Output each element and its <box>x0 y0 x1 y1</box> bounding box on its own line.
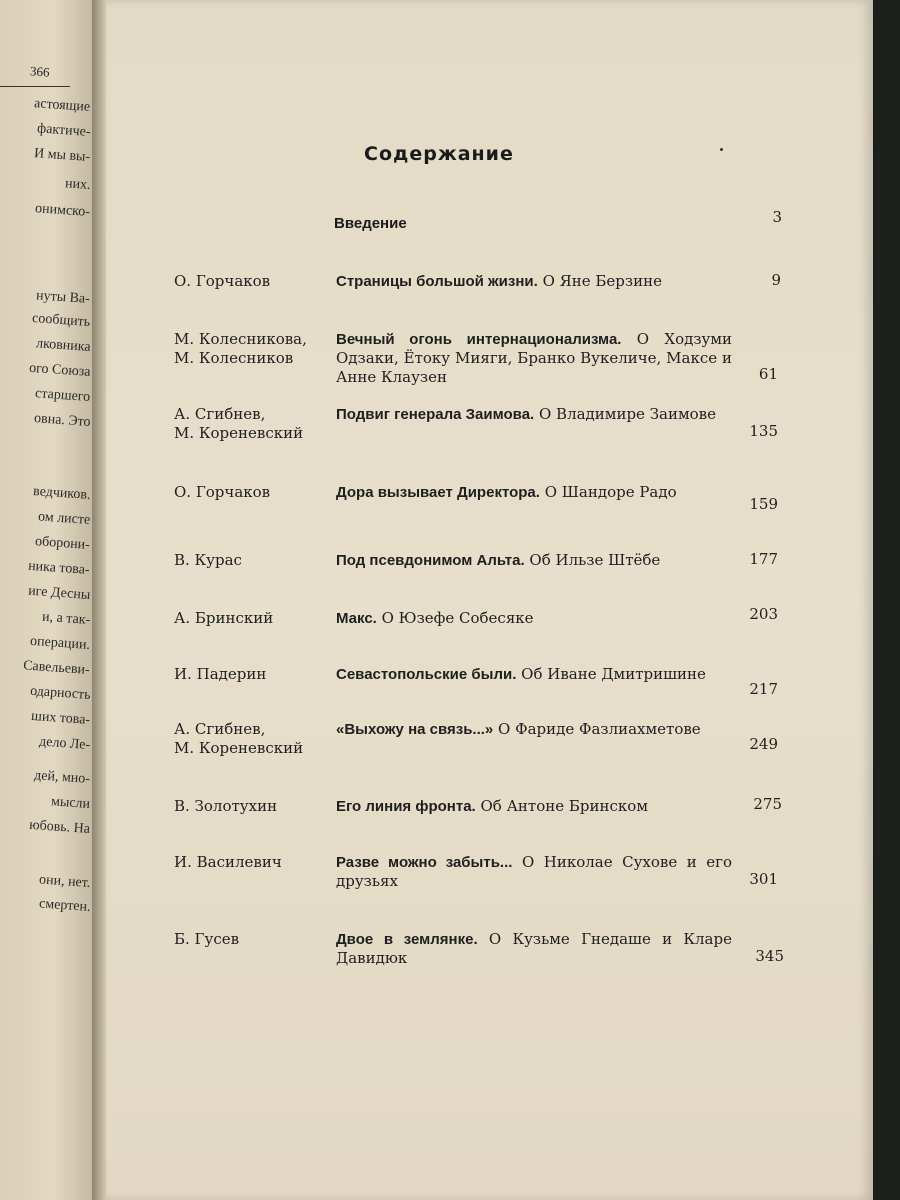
left-page-fragment: лковника <box>35 336 91 355</box>
left-page-fragment: и, а так- <box>41 609 91 628</box>
toc-entry-subject: О Яне Берзине <box>537 272 662 290</box>
left-page-fragment: ника това- <box>28 558 91 578</box>
left-page-fragment: ом листе <box>37 509 91 528</box>
toc-author-line: А. Бринский <box>174 609 274 627</box>
paper-speck <box>720 148 723 151</box>
toc-entry-title <box>336 720 732 739</box>
toc-entry-subject: О Николае Сухове и его друзьях <box>336 853 732 890</box>
left-page-fragment: них. <box>64 176 91 193</box>
left-page-fragment: онимско- <box>34 201 91 220</box>
toc-entry-subject: О Юзефе Собесяке <box>376 609 534 627</box>
left-page-fragment: операции. <box>29 633 91 653</box>
left-page-fragment: дело Ле- <box>38 734 91 753</box>
toc-entry-page-number: 135 <box>749 422 778 440</box>
toc-entry-page-number: 345 <box>755 947 784 965</box>
toc-entry-subject: О Шандоре Радо <box>539 483 677 501</box>
left-page-fragment: ведчиков. <box>32 484 91 503</box>
toc-entry-subject: Об Иване Дмитришине <box>516 665 706 683</box>
toc-entry-subject: О Ходзуми Одзаки, Ётоку Мияги, Бранко Вукеличе, Максе и Анне Клаузен <box>336 330 733 386</box>
toc-author-line: О. Горчаков <box>174 483 271 501</box>
toc-entry-page-number: 275 <box>753 795 782 813</box>
toc-entry-subject: О Владимире Заимове <box>534 405 716 423</box>
toc-author-line: И. Василевич <box>174 853 282 871</box>
toc-entry-title-bold: Подвиг генерала Заимова. <box>336 406 535 423</box>
left-page-fragment: сообщить <box>31 310 91 330</box>
toc-entry-author <box>174 665 334 684</box>
toc-entry-author <box>174 609 334 628</box>
left-page-fragment: астоящие <box>33 96 91 115</box>
left-page-fragment: фактиче- <box>36 121 91 140</box>
toc-entry-author <box>174 853 334 872</box>
left-page-fragment: И мы вы- <box>33 146 91 165</box>
toc-entry-title-bold: Вечный огонь интернационализма. <box>336 331 622 348</box>
toc-author-line: М. Колесникова, <box>174 330 307 348</box>
toc-entry-author <box>174 797 334 816</box>
toc-entry-title-bold: Севастопольские были. <box>336 666 517 683</box>
toc-author-line: И. Падерин <box>174 665 267 683</box>
toc-author-line: А. Сгибнев, <box>174 405 266 423</box>
left-page-number: 366 <box>29 63 51 80</box>
toc-entry-subject: Об Ильзе Штёбе <box>524 551 661 569</box>
toc-intro-page: 3 <box>772 208 782 226</box>
left-page-fragment: иге Десны <box>27 583 91 603</box>
toc-entry-page-number: 217 <box>749 680 778 698</box>
toc-entry-title <box>336 551 732 570</box>
toc-entry-author <box>174 483 334 502</box>
left-page-header-rule <box>0 86 70 87</box>
left-page-fragment: мысли <box>50 794 91 812</box>
left-page-fragment: смертен. <box>38 896 91 915</box>
right-page <box>106 0 873 1200</box>
toc-author-line: М. Кореневский <box>174 739 304 757</box>
toc-intro-title: Введение <box>334 215 407 232</box>
toc-entry-title-bold: Двое в землянке. <box>336 931 478 948</box>
toc-author-line: В. Курас <box>174 551 242 569</box>
toc-entry-author <box>174 551 334 570</box>
left-page-fragment: одарность <box>29 683 91 703</box>
toc-entry-title <box>336 405 732 424</box>
toc-author-line: М. Кореневский <box>174 424 304 442</box>
left-page-fragment: дей, мно- <box>33 768 91 787</box>
toc-entry-author <box>174 405 334 443</box>
toc-author-line: О. Горчаков <box>174 272 271 290</box>
left-page-fragment: юбовь. На <box>28 817 91 837</box>
toc-entry-subject: Об Антоне Бринском <box>475 797 648 815</box>
left-page <box>0 0 98 1200</box>
toc-heading: Содержание <box>364 143 514 165</box>
left-page-fragment: оборони- <box>34 534 91 553</box>
toc-author-line: М. Колесников <box>174 349 294 367</box>
toc-entry-title <box>336 483 732 502</box>
toc-entry-title-bold: Разве можно забыть... <box>336 854 513 871</box>
toc-entry-title-bold: Его линия фронта. <box>336 798 476 815</box>
toc-entry-title <box>336 930 732 968</box>
toc-entry-title-bold: Дора вызывает Директора. <box>336 484 540 501</box>
left-page-fragment: старшего <box>34 386 91 405</box>
toc-entry-title <box>336 272 732 291</box>
toc-entry-title-bold: Макс. <box>336 610 377 627</box>
toc-entry-page-number: 203 <box>749 605 778 623</box>
toc-entry-title <box>336 330 732 387</box>
toc-entry-page-number: 9 <box>771 271 781 289</box>
left-page-fragment: ого Союза <box>28 360 91 380</box>
left-page-fragment: нуты Ва- <box>35 288 91 307</box>
toc-author-line: В. Золотухин <box>174 797 278 815</box>
toc-entry-page-number: 177 <box>749 550 778 568</box>
toc-entry-page-number: 159 <box>749 495 778 513</box>
left-page-fragment: овна. Это <box>33 411 91 430</box>
toc-entry-subject: О Кузьме Гнедаше и Кларе Давидюк <box>336 930 732 967</box>
toc-entry-title <box>336 609 732 628</box>
toc-entry-author <box>174 272 334 291</box>
toc-entry-title <box>336 665 732 684</box>
toc-author-line: Б. Гусев <box>174 930 240 948</box>
toc-entry-title <box>336 853 732 891</box>
toc-entry-author <box>174 930 334 949</box>
toc-entry-title-bold: Под псевдонимом Альта. <box>336 552 525 569</box>
toc-entry-author <box>174 720 334 758</box>
toc-entry-page-number: 61 <box>758 365 778 383</box>
toc-entry-subject: О Фариде Фазлиахметове <box>493 720 701 738</box>
toc-entry-author <box>174 330 334 368</box>
toc-entry-page-number: 301 <box>749 870 778 888</box>
toc-entry-page-number: 249 <box>749 735 778 753</box>
toc-author-line: А. Сгибнев, <box>174 720 266 738</box>
toc-entry-title <box>336 797 732 816</box>
left-page-fragment: ших това- <box>30 708 91 728</box>
toc-entry-title-bold: «Выхожу на связь...» <box>336 721 494 738</box>
left-page-fragment: они, нет. <box>38 872 91 891</box>
left-page-fragment: Савельеви- <box>23 658 91 678</box>
toc-entry-title-bold: Страницы большой жизни. <box>336 273 538 290</box>
